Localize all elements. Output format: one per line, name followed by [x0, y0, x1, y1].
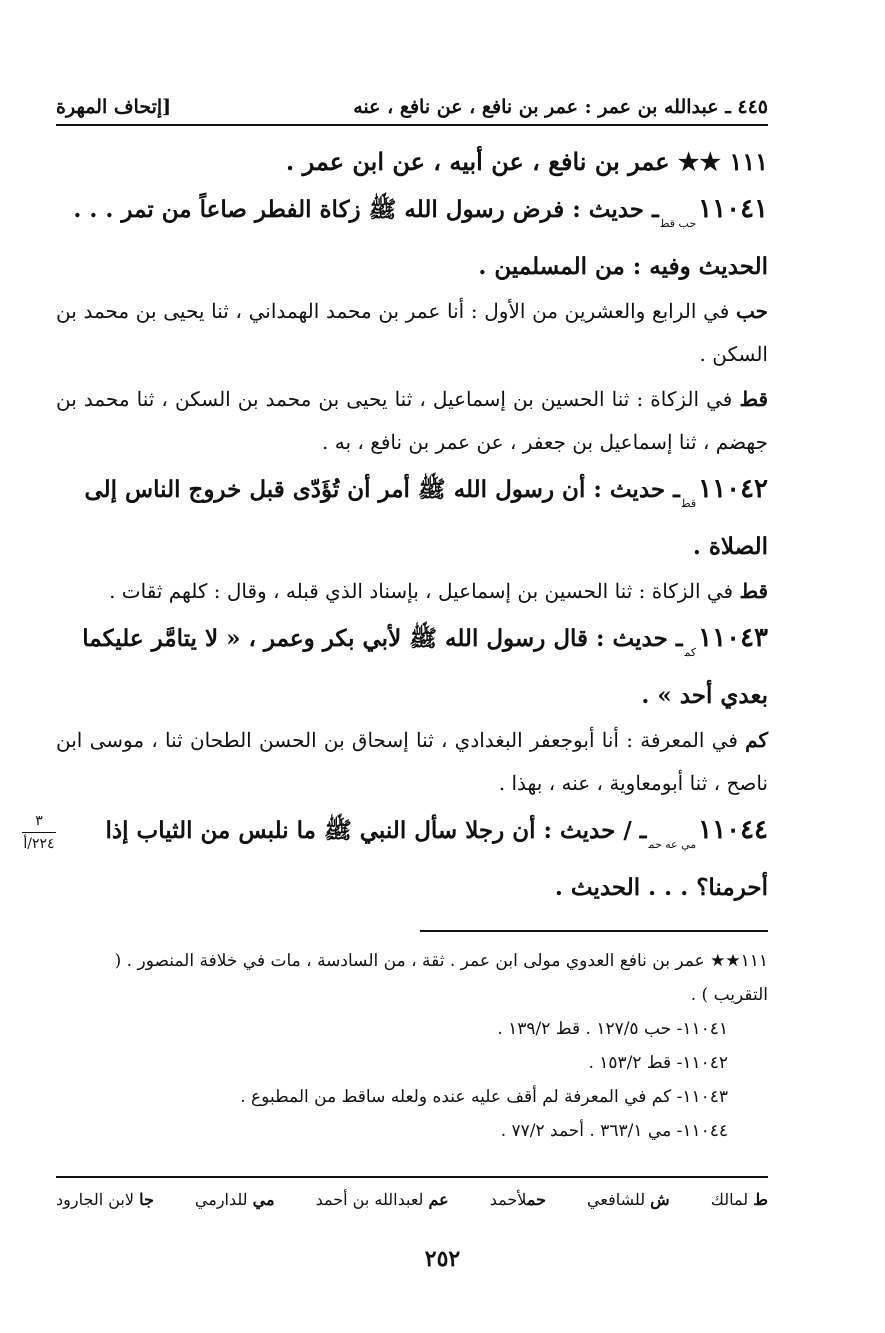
hadith-number: ١١٠٤٣: [698, 623, 768, 653]
hadith-entry: [56, 188, 768, 288]
abbreviation: [56, 1190, 154, 1224]
chain-text: في الزكاة : ثنا الحسين بن إسماعيل ، ثنا يحيى بن محمد بن السكن ، ثنا محمد بن جهضم ، ثنا إسماعيل بن جعفر ، عن عمر بن نافع ، به .: [56, 387, 768, 454]
isnad-chain: [56, 570, 768, 613]
chain-text: في المعرفة : أنا أبوجعفر البغدادي ، ثنا إسحاق بن الحسن الطحان ثنا ، موسى ابن ناصح ، ثنا أبومعاوية ، عنه ، بهذا .: [56, 728, 768, 795]
abbreviation-label: للشافعي: [587, 1190, 646, 1209]
source-sigla: مي عه حم: [648, 838, 697, 851]
abbreviation: [490, 1190, 546, 1224]
abbreviation-code: عم: [428, 1190, 449, 1209]
hadith-number: ١١٠٤١: [698, 194, 768, 224]
abbreviation-code: ش: [650, 1190, 670, 1209]
hadith-text: ـ حديث : أن رسول الله ﷺ أمر أن تُؤَدّى قبل خروج الناس إلى الصلاة .: [84, 476, 768, 560]
chain-text: في الرابع والعشرين من الأول : أنا عمر بن محمد الهمداني ، ثنا يحيى بن محمد بن السكن .: [56, 299, 768, 366]
abbreviation-code: ط: [753, 1190, 768, 1209]
abbreviation: [711, 1190, 768, 1224]
hadith-text: ـ حديث : قال رسول الله ﷺ لأبي بكر وعمر ، « لا يتامَّر عليكما بعدي أحد » .: [82, 625, 768, 709]
abbreviation-label: لابن الجارود: [56, 1190, 134, 1209]
hadith-entry: [56, 468, 768, 568]
source-code: حب: [735, 299, 768, 323]
abbreviation: [195, 1190, 275, 1224]
isnad-chain: [56, 290, 768, 376]
header-rule: [56, 124, 768, 126]
abbreviation-label: للدارمي: [194, 1190, 248, 1209]
abbreviation: [316, 1190, 449, 1224]
footnote: ١١٠٤٢- قط ١٥٣/٢ .: [588, 1053, 728, 1073]
hadith-number: ١١٠٤٢: [698, 474, 768, 504]
source-code: قط: [739, 387, 769, 411]
folio-divider: [22, 832, 56, 833]
abbreviations-key: [56, 1190, 768, 1224]
hadith-number: ١١٠٤٤: [698, 815, 768, 845]
main-text: [56, 140, 768, 909]
footnotes: [56, 944, 768, 1148]
abbreviation-code: مي: [252, 1190, 275, 1209]
folio-bottom: ٢٢٤/أ: [23, 836, 55, 852]
hadith-entry: [56, 809, 768, 909]
source-sigla: حب قط: [660, 217, 697, 230]
manuscript-folio-note: [22, 812, 56, 853]
narrator-heading: ١١١ ★★ عمر بن نافع ، عن أبيه ، عن ابن عمر .: [285, 147, 768, 176]
source-code: قط: [739, 579, 768, 603]
abbreviation-code: جا: [139, 1190, 154, 1209]
isnad-chain: [56, 378, 768, 464]
source-sigla: كم: [684, 646, 697, 659]
footnote: ١١٠٤٤- مي ٣٦٣/١ . أحمد ٧٧/٢ .: [500, 1121, 728, 1141]
abbreviation: [587, 1190, 670, 1224]
hadith-text: ـ حديث : فرض رسول الله ﷺ زكاة الفطر صاعاً من تمر . . . الحديث وفيه : من المسلمين .: [73, 196, 768, 280]
abbreviation-code: حم: [526, 1190, 546, 1209]
abbreviation-label: لمالك: [710, 1190, 749, 1209]
footnote-rule: [420, 930, 768, 932]
running-header: [56, 84, 768, 118]
header-book-title: [إتحاف المهرة: [56, 96, 172, 118]
source-code: كم: [745, 728, 769, 752]
page-number: ٢٥٢: [424, 1246, 461, 1272]
abbreviation-label: لعبدالله بن أحمد: [315, 1190, 424, 1209]
hadith-text: ـ / حديث : أن رجلا سأل النبي ﷺ ما نلبس من الثياب إذا أحرمنا؟ . . . الحديث .: [105, 817, 768, 901]
header-title: ٤٤٥ ـ عبدالله بن عمر : عمر بن نافع ، عن نافع ، عنه: [353, 96, 768, 118]
footnote: ١١٠٤٣- كم في المعرفة لم أقف عليه عنده ولعله ساقط من المطبوع .: [240, 1087, 728, 1107]
isnad-chain: [56, 719, 768, 805]
abbreviations-rule: [56, 1176, 768, 1178]
folio-top: ٣: [35, 813, 43, 829]
chain-text: في الزكاة : ثنا الحسين بن إسماعيل ، بإسناد الذي قبله ، وقال : كلهم ثقات .: [109, 579, 734, 603]
source-sigla: قط: [681, 497, 697, 510]
hadith-entry: [56, 617, 768, 717]
footnote: ١١٠٤١- حب ١٢٧/٥ . قط ١٣٩/٢ .: [497, 1019, 728, 1039]
footnote: ١١١★★ عمر بن نافع العدوي مولى ابن عمر . ثقة ، من السادسة ، مات في خلافة المنصور . ( التقريب ) .: [114, 951, 768, 1005]
abbreviation-label: لأحمد: [489, 1190, 527, 1209]
